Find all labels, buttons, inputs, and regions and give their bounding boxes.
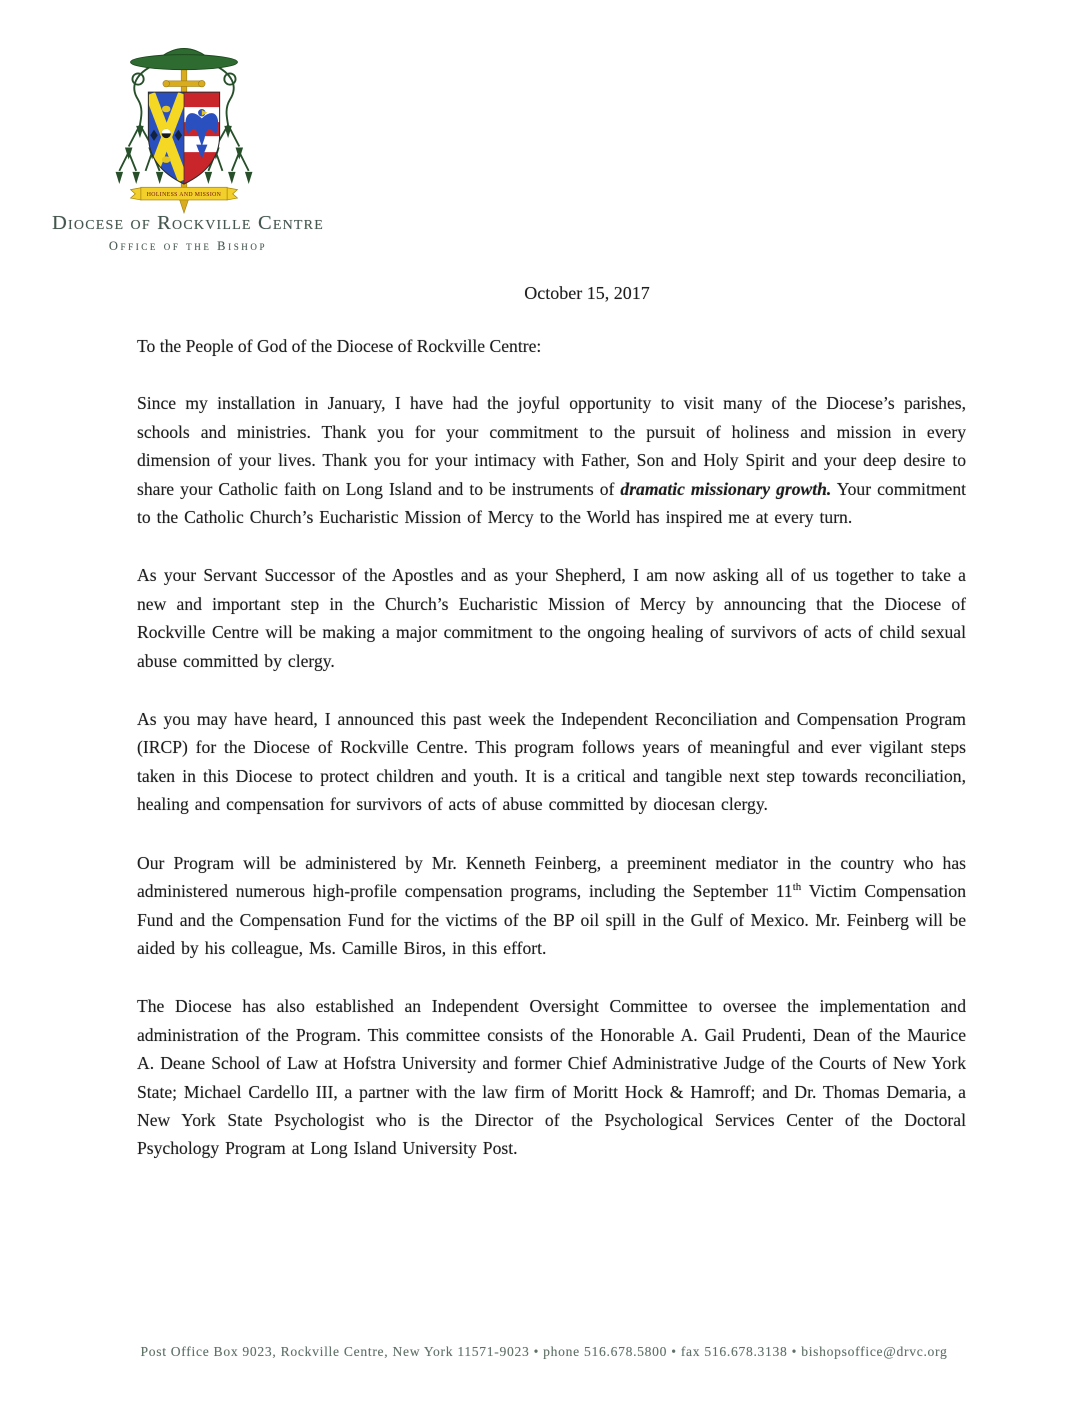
motto-ribbon: [131, 187, 238, 200]
organization-name: Diocese of Rockville Centre: [52, 212, 324, 234]
paragraph-4-text: Our Program will be administered by Mr. Kenneth Feinberg, a preeminent mediator in the country who has administered numerous high-profile compensation programs, including the September 11: [137, 852, 966, 902]
paragraph-1-text-cont: Your commitment to the Catholic Church’s Eucharistic Mission of Mercy to the World has inspired me at every turn.: [137, 478, 967, 528]
letter-paragraph-3: As you may have heard, I announced this past week the Independent Reconciliation and Compensation Program (IRCP) for the Diocese of Rockville Centre. This program follows years of meaningful and ever vigilant steps taken in this Diocese to protect children and youth. It is a critical and tangible next step towards reconciliation, healing and compensation for survivors of acts of abuse committed by diocesan clergy.: [137, 709, 966, 815]
letter-paragraph-5: The Diocese has also established an Independent Oversight Committee to oversee the implementation and administration of the Program. This committee consists of the Honorable A. Gail Prudenti, Dean of the Maurice A. Deane School of Law at Hofstra University and former Chief Administrative Judge of the Courts of New York State; Michael Cardello III, a partner with the law firm of Moritt Hock & Hamroff; and Dr. Thomas Demaria, a New York State Psychologist who is the Director of the Psychological Services Center of the Doctoral Psychology Program at Long Island University Post.: [137, 996, 966, 1159]
office-subtitle: Office of the Bishop: [108, 239, 268, 253]
coat-of-arms: [98, 34, 270, 214]
letter-paragraph-1: [137, 389, 966, 531]
paragraph-1-emphasis: dramatic missionary growth.: [620, 478, 832, 499]
paragraph-1-text: Since my installation in January, I have had the joyful opportunity to visit many of the Diocese’s parishes, schools and ministries. Thank you for your commitment to the pursuit of holiness and mission in every dimension of your lives. Thank you for your intimacy with Father, Son and Holy Spirit and your deep desire to share your Catholic faith on Long Island and to be instruments of: [137, 393, 966, 499]
letterhead-text-block: [26, 212, 350, 254]
salutation: To the People of God of the Diocese of Rockville Centre:: [137, 336, 542, 356]
letter-paragraph-2: As your Servant Successor of the Apostles and as your Shepherd, I am now asking all of us together to take a new and important step in the Church’s Eucharistic Mission of Mercy by announcing that the Diocese of Rockville Centre will be making a major commitment to the ongoing healing of survivors of acts of child sexual abuse committed by clergy.: [137, 565, 966, 671]
paragraph-4-text-cont: Victim Compensation Fund and the Compensation Fund for the victims of the BP oil spill in the Gulf of Mexico. Mr. Feinberg will be aided by his colleague, Ms. Camille Biros, in this effort.: [137, 881, 966, 958]
letterhead-footer-contact: Post Office Box 9023, Rockville Centre, New York 11571-9023 • phone 516.678.5800 • fax 516.678.3138 • bishopsoffice@drvc.org: [140, 1344, 948, 1359]
galero-icon: [131, 49, 238, 70]
crest-motto-text: HOLINESS AND MISSION: [146, 192, 222, 199]
letter-body: [137, 332, 966, 1193]
letter-date: October 15, 2017: [524, 283, 650, 303]
paragraph-4-superscript: th: [792, 881, 802, 894]
letter-paragraph-4: [137, 849, 966, 963]
